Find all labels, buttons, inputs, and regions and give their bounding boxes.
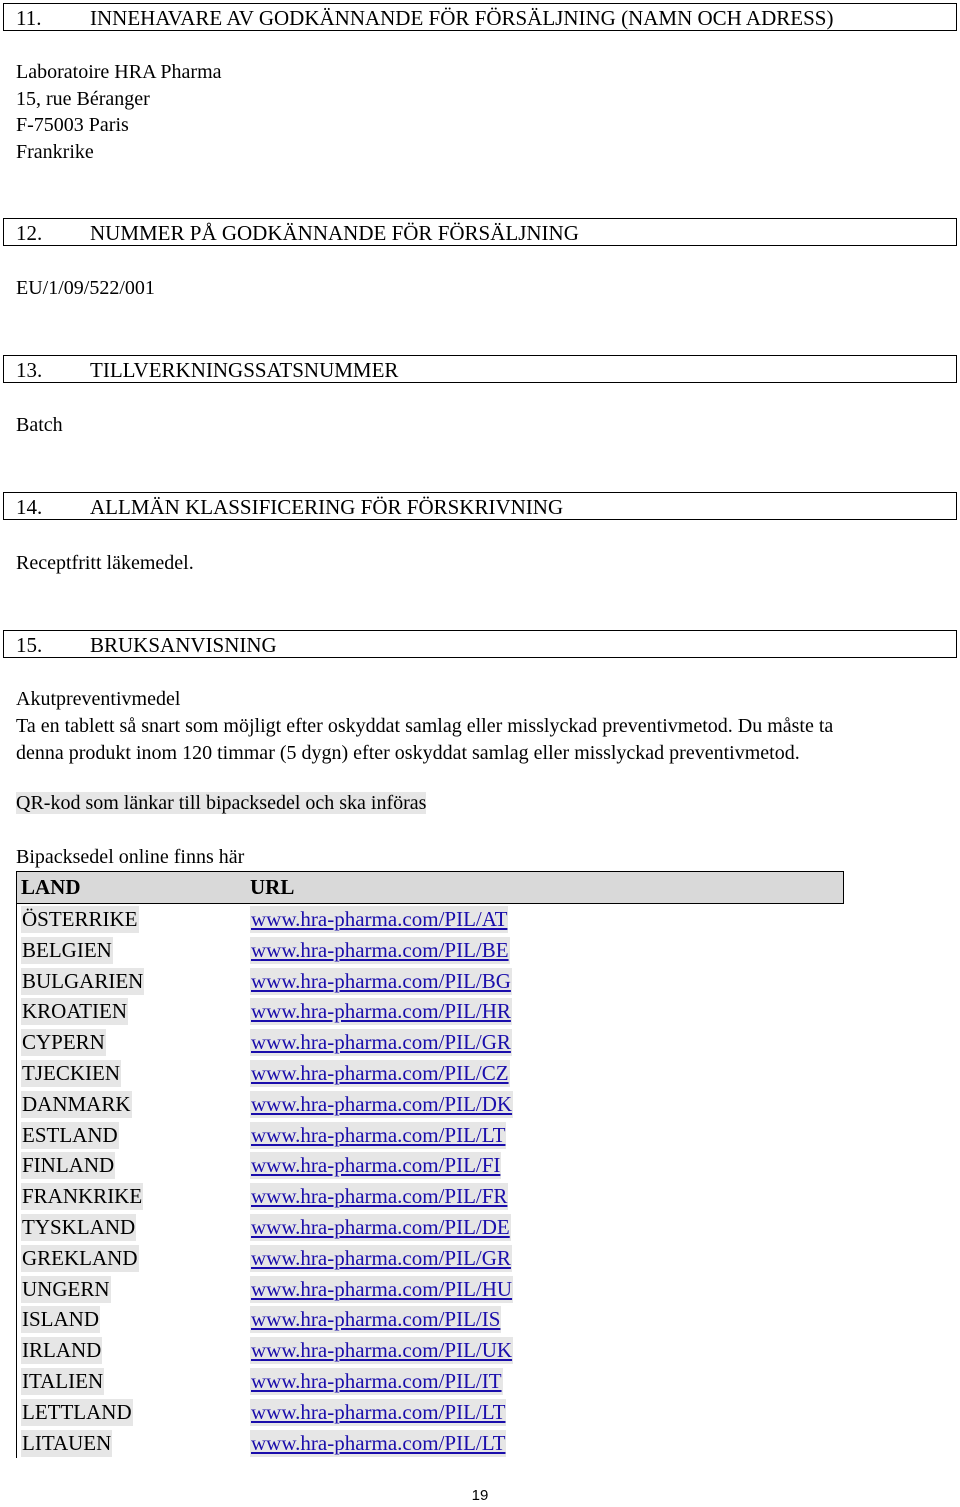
section-number: 13. [16,358,43,382]
holder-name: Laboratoire HRA Pharma [16,61,222,83]
section-13-heading [3,355,957,383]
country-cell: FRANKRIKE [22,1184,143,1209]
table-row [17,1089,844,1120]
instructions-line-1: Akutpreventivmedel [16,688,181,710]
url-link[interactable]: www.hra-pharma.com/PIL/GR [251,1245,511,1270]
table-row [17,1428,844,1459]
section-title: ALLMÄN KLASSIFICERING FÖR FÖRSKRIVNING [90,495,564,519]
table-row [17,1397,844,1428]
country-cell: DANMARK [22,1091,131,1116]
section-title: NUMMER PÅ GODKÄNNANDE FÖR FÖRSÄLJNING [90,221,579,245]
url-link[interactable]: www.hra-pharma.com/PIL/BE [251,937,509,962]
batch-label: Batch [16,414,63,436]
country-cell: LITAUEN [22,1430,112,1455]
url-link[interactable]: www.hra-pharma.com/PIL/DE [251,1214,510,1239]
table-row [17,1150,844,1181]
table-row [17,1243,844,1274]
table-body [16,903,844,1458]
table-row [17,1027,844,1058]
qr-code-note [16,790,426,817]
country-cell: TYSKLAND [22,1214,136,1239]
url-link[interactable]: www.hra-pharma.com/PIL/FI [251,1153,501,1178]
table-row [17,904,844,935]
pil-url-table [16,871,844,1458]
instructions-line-3: denna produkt inom 120 timmar (5 dygn) efter oskyddat samlag eller misslyckad preventivmetod. [16,742,800,764]
table-row [17,1212,844,1243]
header-land: LAND [21,875,81,899]
table-row [17,1335,844,1366]
url-link[interactable]: www.hra-pharma.com/PIL/CZ [251,1060,509,1085]
url-link[interactable]: www.hra-pharma.com/PIL/HU [251,1276,513,1301]
table-row [17,1058,844,1089]
country-cell: GREKLAND [22,1245,138,1270]
country-cell: KROATIEN [22,999,127,1024]
authorisation-number: EU/1/09/522/001 [16,277,155,299]
section-title: TILLVERKNINGSSATSNUMMER [90,358,399,382]
url-link[interactable]: www.hra-pharma.com/PIL/HR [251,999,511,1024]
table-row [17,1274,844,1305]
country-cell: UNGERN [22,1276,110,1301]
url-link[interactable]: www.hra-pharma.com/PIL/GR [251,1030,511,1055]
url-link[interactable]: www.hra-pharma.com/PIL/LT [251,1430,506,1455]
header-url: URL [250,875,295,899]
url-link[interactable]: www.hra-pharma.com/PIL/UK [251,1338,513,1363]
country-cell: ÖSTERRIKE [22,907,138,931]
section-number: 15. [16,633,43,657]
section-14-heading [3,492,957,520]
section-title: BRUKSANVISNING [90,633,277,657]
section-12-heading [3,218,957,246]
country-cell: ISLAND [22,1307,99,1332]
section-number: 12. [16,221,43,245]
country-cell: IRLAND [22,1338,102,1363]
country-cell: CYPERN [22,1030,105,1055]
table-row [17,1120,844,1151]
instructions-line-2: Ta en tablett så snart som möjligt efter oskyddat samlag eller misslyckad preventivmetod. Du måste ta [16,715,834,737]
holder-country: Frankrike [16,140,94,163]
table-row [17,966,844,997]
table-header [16,871,844,903]
online-label: Bipacksedel online finns här [16,846,245,868]
table-row [17,1304,844,1335]
country-cell: ESTLAND [22,1122,118,1147]
country-cell: BULGARIEN [22,968,144,993]
table-row [17,935,844,966]
url-link[interactable]: www.hra-pharma.com/PIL/FR [251,1184,508,1209]
url-link[interactable]: www.hra-pharma.com/PIL/BG [251,968,511,993]
country-cell: TJECKIEN [22,1060,120,1085]
holder-street: 15, rue Béranger [16,87,150,110]
url-link[interactable]: www.hra-pharma.com/PIL/IS [251,1307,501,1332]
country-cell: ITALIEN [22,1368,104,1393]
url-link[interactable]: www.hra-pharma.com/PIL/LT [251,1399,506,1424]
country-cell: FINLAND [22,1153,115,1178]
url-link[interactable]: www.hra-pharma.com/PIL/LT [251,1122,506,1147]
page-number: 19 [471,1487,489,1504]
classification-text: Receptfritt läkemedel. [16,552,194,574]
table-row [17,1181,844,1212]
country-cell: LETTLAND [22,1399,132,1424]
url-link[interactable]: www.hra-pharma.com/PIL/DK [251,1091,513,1116]
section-title: INNEHAVARE AV GODKÄNNANDE FÖR FÖRSÄLJNING (NAMN OCH ADRESS) [90,6,834,30]
section-number: 14. [16,495,43,519]
section-number: 11. [16,6,42,30]
url-link[interactable]: www.hra-pharma.com/PIL/AT [251,907,508,931]
holder-city: F-75003 Paris [16,114,129,136]
section-11-heading [3,3,957,31]
url-link[interactable]: www.hra-pharma.com/PIL/IT [251,1368,502,1393]
table-row [17,1366,844,1397]
table-row [17,996,844,1027]
country-cell: BELGIEN [22,937,112,962]
qr-code-note-text: QR-kod som länkar till bipacksedel och ska införas [16,792,427,814]
section-15-heading [3,630,957,658]
